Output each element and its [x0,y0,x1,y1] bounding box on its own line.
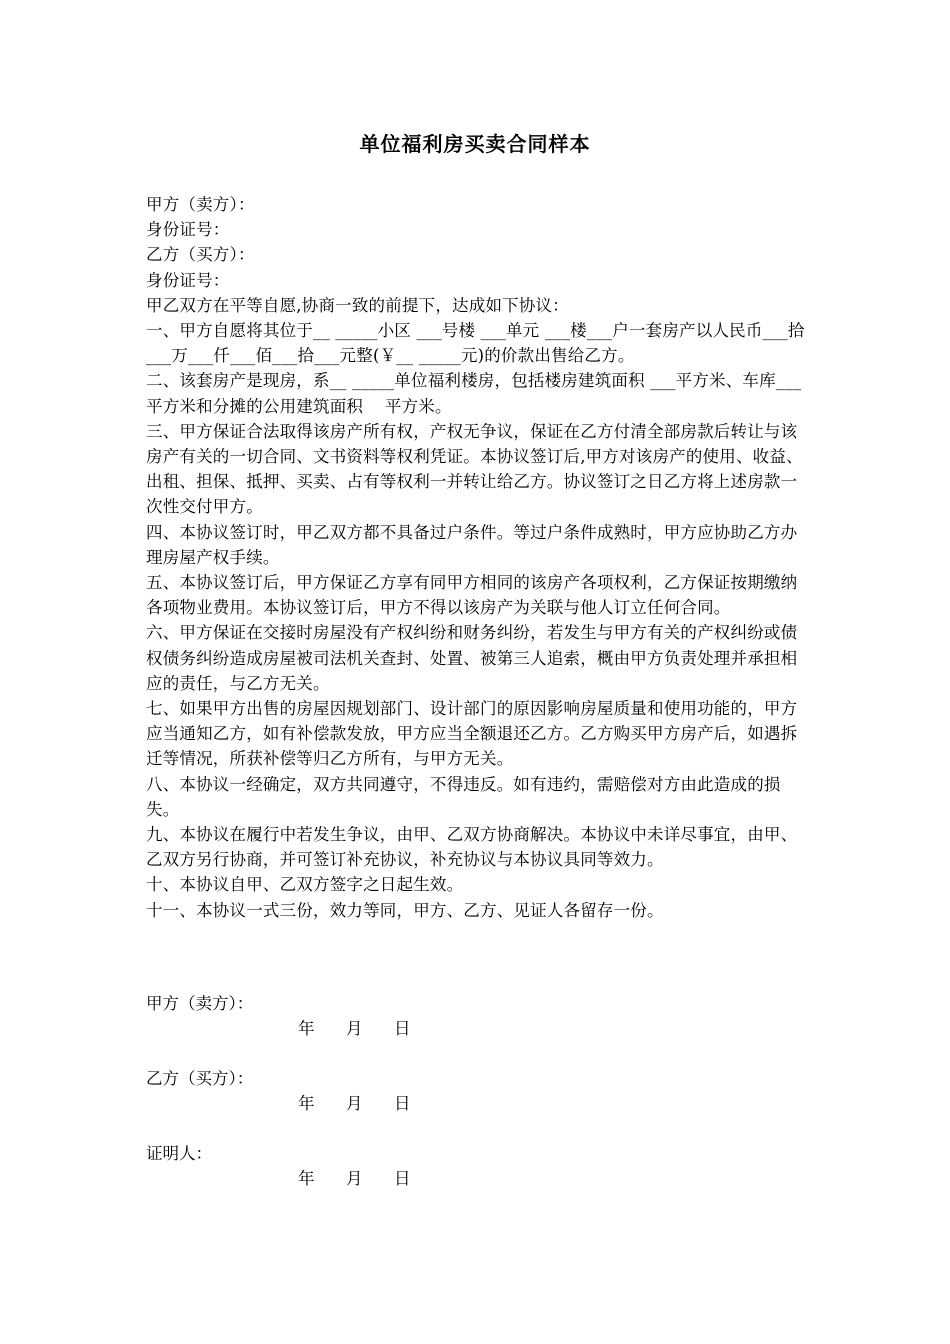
document-title: 单位福利房买卖合同样本 [359,132,591,156]
day-label: 日 [394,1169,411,1188]
date-line-party-b [298,1090,411,1114]
clause-2: 二、该套房产是现房，系__ _____单位福利楼房，包括楼房建筑面积 ___平方米、车库___平方米和分摊的公用建筑面积 平方米。 [146,371,802,416]
signature-party-b: 乙方（买方）： [146,1069,254,1088]
clause-10: 十、本协议自甲、乙双方签字之日起生效。 [146,875,464,895]
signature-witness: 证明人： [146,1144,212,1163]
month-label: 月 [346,1169,363,1188]
date-line-witness [298,1165,411,1189]
party-b-line: 乙方（买方）： [146,245,255,265]
clause-5: 五、本协议签订后，甲方保证乙方享有同甲方相同的该房产各项权利，乙方保证按期缴纳各项物业费用。本协议签订后，甲方不得以该房产为关联与他人订立任何合同。 [146,573,798,618]
clause-11: 十一、本协议一式三份，效力等同，甲方、乙方、见证人各留存一份。 [146,900,664,920]
year-label: 年 [298,1094,315,1113]
party-a-id-line: 身份证号： [146,220,230,240]
year-label: 年 [298,1019,315,1038]
contract-body [146,192,812,923]
clause-4: 四、本协议签订时，甲乙双方都不具备过户条件。等过户条件成熟时，甲方应协助乙方办理房屋产权手续。 [146,522,798,567]
signature-party-a: 甲方（卖方）： [146,994,254,1013]
clause-6: 六、甲方保证在交接时房屋没有产权纠纷和财务纠纷，若发生与甲方有关的产权纠纷或债权债务纠纷造成房屋被司法机关查封、处置、被第三人追索，概由甲方负责处理并承担相应的责任，与乙方无关。 [146,623,798,693]
day-label: 日 [394,1094,411,1113]
month-label: 月 [346,1019,363,1038]
party-a-line: 甲方（卖方）： [146,195,255,214]
date-line-party-a [298,1015,411,1039]
clause-8: 八、本协议一经确定，双方共同遵守，不得违反。如有违约，需赔偿对方由此造成的损失。 [146,774,781,819]
month-label: 月 [346,1094,363,1113]
clause-3: 三、甲方保证合法取得该房产所有权，产权无争议，保证在乙方付清全部房款后转让与该房产有关的一切合同、文书资料等权利凭证。本协议签订后,甲方对该房产的使用、收益、出租、担保、抵押、买卖、占有等权利一并转让给乙方。协议签订之日乙方将上述房款一次性交付甲方。 [146,421,803,517]
clause-9: 九、本协议在履行中若发生争议，由甲、乙双方协商解决。本协议中未详尽事宜，由甲、乙双方另行协商，并可签订补充协议，补充协议与本协议具同等效力。 [146,825,798,870]
clause-7: 七、如果甲方出售的房屋因规划部门、设计部门的原因影响房屋质量和使用功能的，甲方应当通知乙方，如有补偿款发放，甲方应当全额退还乙方。乙方购买甲方房产后，如遇拆迁等情况，所获补偿等归乙方所有，与甲方无关。 [146,699,798,769]
preamble: 甲乙双方在平等自愿,协商一致的前提下，达成如下协议： [146,295,569,315]
year-label: 年 [298,1169,315,1188]
clause-1: 一、甲方自愿将其位于__ _____小区 ___号楼 ___单元 ___楼___户一套房产以人民币___拾___万___仟___佰___拾___元整(￥__ _____元)的价款出售给乙方。 [146,321,805,366]
party-b-id-line: 身份证号： [146,270,230,290]
day-label: 日 [394,1019,411,1038]
